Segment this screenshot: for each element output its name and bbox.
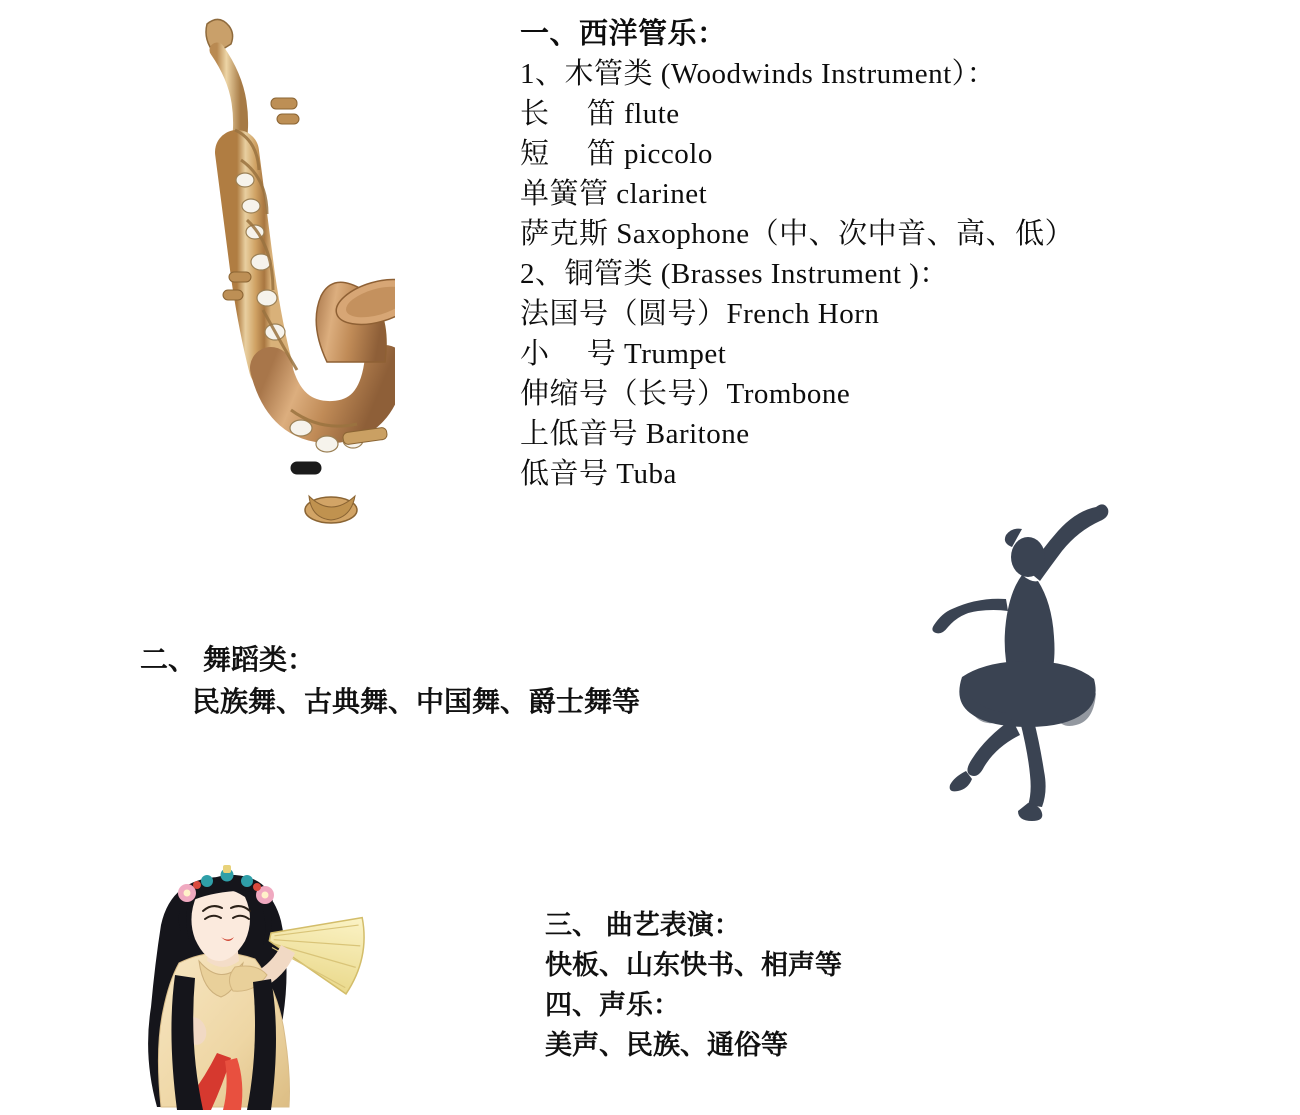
brass-item-trombone: 伸缩号（长号）Trombone bbox=[520, 378, 851, 410]
quyi-heading: 三、 曲艺表演： bbox=[545, 910, 741, 940]
quyi-items: 快板、山东快书、相声等 bbox=[545, 950, 842, 980]
western-heading: 一、西洋管乐： bbox=[520, 18, 727, 50]
woodwind-heading: 1、木管类 (Woodwinds Instrument）： bbox=[520, 58, 997, 90]
dance-items: 民族舞、古典舞、中国舞、爵士舞等 bbox=[192, 687, 641, 718]
woodwind-item-flute: 长 笛 flute bbox=[520, 98, 680, 130]
brass-item-french-horn: 法国号（圆号）French Horn bbox=[520, 298, 880, 330]
brass-item-trumpet: 小 号 Trumpet bbox=[520, 338, 727, 370]
dance-heading: 二、 舞蹈类： bbox=[140, 645, 316, 676]
woodwind-item-clarinet: 单簧管 clarinet bbox=[520, 178, 708, 210]
ballerina-silhouette bbox=[900, 495, 1170, 825]
section-quyi-and-vocal bbox=[545, 905, 1245, 1065]
saxophone-illustration bbox=[95, 10, 395, 540]
section-western-winds bbox=[520, 14, 1240, 494]
brass-item-baritone: 上低音号 Baritone bbox=[520, 418, 750, 450]
brass-item-tuba: 低音号 Tuba bbox=[520, 458, 677, 490]
vocal-items: 美声、民族、通俗等 bbox=[545, 1030, 788, 1060]
woodwind-item-saxophone: 萨克斯 Saxophone（中、次中音、高、低） bbox=[520, 218, 1075, 250]
vocal-heading: 四、声乐： bbox=[545, 990, 680, 1020]
woodwind-item-piccolo: 短 笛 piccolo bbox=[520, 138, 713, 170]
section-dance bbox=[140, 640, 840, 724]
chinese-opera-lady-illustration bbox=[75, 855, 375, 1110]
brass-heading: 2、铜管类 (Brasses Instrument )： bbox=[520, 258, 949, 290]
